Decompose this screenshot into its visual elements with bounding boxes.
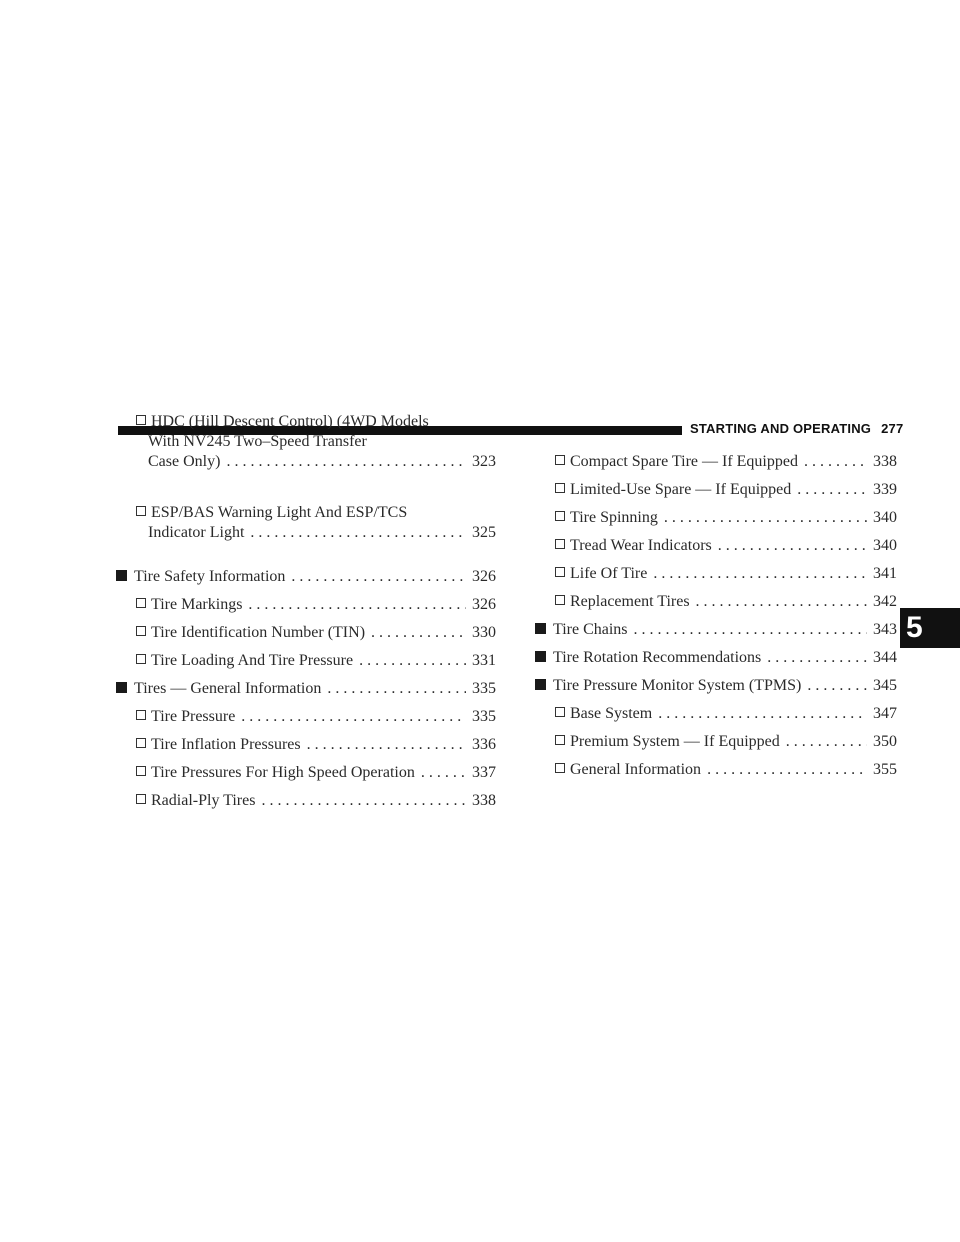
toc-page-number: 345 — [873, 677, 897, 694]
toc-page-number: 338 — [472, 792, 496, 809]
toc-page-number: 340 — [873, 537, 897, 554]
dot-leader — [786, 732, 867, 752]
open-square-bullet-icon — [136, 766, 146, 776]
toc-page-number: 323 — [472, 453, 496, 470]
dot-leader — [359, 651, 466, 671]
running-header — [690, 421, 903, 436]
dot-leader — [226, 452, 466, 472]
filled-square-bullet-icon — [535, 651, 546, 662]
toc-page-number: 326 — [472, 596, 496, 613]
toc-entry[interactable] — [116, 567, 496, 587]
dot-leader — [261, 791, 466, 811]
toc-entry[interactable] — [535, 760, 897, 780]
toc-title-text: HDC (Hill Descent Control) (4WD Models — [151, 413, 429, 430]
toc-title — [535, 620, 628, 640]
toc-entry-row — [535, 620, 897, 640]
toc-title — [555, 452, 798, 472]
dot-leader — [807, 676, 867, 696]
toc-entry-row — [136, 623, 496, 643]
dot-leader — [804, 452, 867, 472]
toc-page-number: 355 — [873, 761, 897, 778]
toc-title-text: Limited-Use Spare — If Equipped — [570, 481, 792, 498]
toc-title — [136, 623, 365, 643]
toc-page-number: 340 — [873, 509, 897, 526]
open-square-bullet-icon — [136, 654, 146, 664]
toc-title-text: Radial-Ply Tires — [151, 792, 256, 809]
open-square-bullet-icon — [555, 455, 565, 465]
toc-entry-title-line — [136, 412, 496, 432]
toc-entry[interactable] — [116, 763, 496, 783]
toc-title — [136, 595, 242, 615]
dot-leader — [307, 735, 466, 755]
toc-entry[interactable] — [535, 732, 897, 752]
toc-title — [535, 648, 761, 668]
toc-entry-row — [136, 651, 496, 671]
toc-entry-row — [555, 536, 897, 556]
toc-page-number: 335 — [472, 680, 496, 697]
open-square-bullet-icon — [555, 511, 565, 521]
toc-title-text: Base System — [570, 705, 653, 722]
page-number: 277 — [881, 421, 904, 436]
chapter-tab: 5 — [900, 608, 960, 648]
dot-leader — [767, 648, 867, 668]
open-square-bullet-icon — [555, 567, 565, 577]
toc-entry-row — [136, 791, 496, 811]
toc-entry[interactable] — [535, 704, 897, 724]
dot-leader — [327, 679, 466, 699]
toc-entry-title-line — [136, 432, 496, 452]
toc-title — [555, 732, 780, 752]
dot-leader — [248, 595, 466, 615]
toc-title — [555, 564, 647, 584]
toc-title-text: Life Of Tire — [570, 565, 648, 582]
toc-title — [555, 536, 712, 556]
toc-entry-row — [555, 732, 897, 752]
toc-title-text: Tire Pressure Monitor System (TPMS) — [553, 677, 802, 694]
toc-entry-row — [136, 452, 496, 472]
toc-page-number: 337 — [472, 764, 496, 781]
toc-title-text: Tire Pressures For High Speed Operation — [151, 764, 415, 781]
filled-square-bullet-icon — [535, 679, 546, 690]
toc-page-number: 330 — [472, 624, 496, 641]
toc-entry-title-line — [136, 503, 496, 523]
toc-entry-row — [535, 648, 897, 668]
toc-entry-row — [555, 564, 897, 584]
toc-page-number: 347 — [873, 705, 897, 722]
toc-title-text: General Information — [570, 761, 702, 778]
toc-title-text: Tire Chains — [553, 621, 628, 638]
toc-entry[interactable] — [116, 623, 496, 643]
toc-title-text: Tread Wear Indicators — [570, 537, 712, 554]
toc-entry[interactable] — [535, 480, 897, 500]
toc-title — [136, 791, 255, 811]
toc-entry[interactable] — [535, 676, 897, 696]
toc-entry[interactable] — [535, 536, 897, 556]
open-square-bullet-icon — [136, 738, 146, 748]
toc-page-number: 341 — [873, 565, 897, 582]
toc-title-text: Tire Pressure — [151, 708, 236, 725]
toc-title — [555, 508, 658, 528]
open-square-bullet-icon — [136, 626, 146, 636]
toc-entry[interactable] — [535, 564, 897, 584]
open-square-bullet-icon — [555, 595, 565, 605]
toc-title-text: Tires — General Information — [134, 680, 322, 697]
toc-title-text: Tire Identification Number (TIN) — [151, 624, 366, 641]
toc-title — [555, 760, 701, 780]
open-square-bullet-icon — [136, 794, 146, 804]
dot-leader — [696, 592, 867, 612]
toc-entry-row — [555, 704, 897, 724]
toc-title-text: With NV245 Two–Speed Transfer — [148, 433, 367, 450]
section-title: STARTING AND OPERATING — [690, 421, 872, 436]
open-square-bullet-icon — [555, 539, 565, 549]
toc-entry[interactable] — [116, 735, 496, 755]
toc-title — [136, 707, 235, 727]
toc-page-number: 342 — [873, 593, 897, 610]
dot-leader — [291, 567, 466, 587]
toc-title-text: Tire Spinning — [570, 509, 658, 526]
toc-page-number: 350 — [873, 733, 897, 750]
toc-entry-row — [555, 592, 897, 612]
toc-title — [136, 651, 353, 671]
dot-leader — [421, 763, 466, 783]
dot-leader — [371, 623, 466, 643]
toc-entry-row — [136, 523, 496, 543]
open-square-bullet-icon — [555, 735, 565, 745]
toc-title — [136, 763, 415, 783]
toc-title-text: Indicator Light — [148, 524, 245, 541]
toc-title — [148, 523, 244, 543]
toc-entry-row — [136, 595, 496, 615]
toc-entry-row — [555, 452, 897, 472]
toc-page-number: 343 — [873, 621, 897, 638]
toc-title-text: ESP/BAS Warning Light And ESP/TCS — [151, 504, 408, 521]
open-square-bullet-icon — [136, 598, 146, 608]
dot-leader — [664, 508, 867, 528]
toc-title-text: Tire Markings — [151, 596, 243, 613]
toc-page-number: 331 — [472, 652, 496, 669]
toc-title — [555, 592, 690, 612]
toc-title — [116, 567, 285, 587]
toc-page-number: 336 — [472, 736, 496, 753]
toc-title-text: Tire Loading And Tire Pressure — [151, 652, 354, 669]
toc-title-text: Replacement Tires — [570, 593, 690, 610]
toc-title — [555, 480, 791, 500]
toc-entry-row — [555, 760, 897, 780]
open-square-bullet-icon — [136, 506, 146, 516]
toc-page-number: 326 — [472, 568, 496, 585]
toc-entry-row — [555, 508, 897, 528]
toc-entry[interactable] — [116, 651, 496, 671]
dot-leader — [707, 760, 867, 780]
toc-title — [535, 676, 801, 696]
toc-entry[interactable] — [116, 791, 496, 811]
toc-entry[interactable] — [535, 508, 897, 528]
dot-leader — [718, 536, 867, 556]
toc-entry-row — [136, 707, 496, 727]
filled-square-bullet-icon — [535, 623, 546, 634]
toc-entry-row — [136, 763, 496, 783]
toc-title-text: Case Only) — [148, 453, 221, 470]
dot-leader — [250, 523, 466, 543]
dot-leader — [241, 707, 466, 727]
toc-entry[interactable] — [116, 595, 496, 615]
toc-entry[interactable] — [116, 412, 496, 472]
toc-title-text: Compact Spare Tire — If Equipped — [570, 453, 798, 470]
filled-square-bullet-icon — [116, 570, 127, 581]
filled-square-bullet-icon — [116, 682, 127, 693]
dot-leader — [797, 480, 867, 500]
toc-entry-row — [555, 480, 897, 500]
toc-entry-row — [116, 567, 496, 587]
toc-entry[interactable] — [535, 592, 897, 612]
toc-entry[interactable] — [116, 679, 496, 699]
toc-page-number: 338 — [873, 453, 897, 470]
toc-entry[interactable] — [535, 620, 897, 640]
toc-entry-row — [535, 676, 897, 696]
open-square-bullet-icon — [555, 707, 565, 717]
toc-title — [555, 704, 652, 724]
dot-leader — [658, 704, 867, 724]
toc-title — [136, 735, 301, 755]
open-square-bullet-icon — [555, 763, 565, 773]
toc-entry[interactable] — [116, 707, 496, 727]
toc-entry[interactable] — [535, 452, 897, 472]
open-square-bullet-icon — [136, 710, 146, 720]
toc-title — [148, 452, 220, 472]
open-square-bullet-icon — [555, 483, 565, 493]
toc-entry-row — [116, 679, 496, 699]
toc-title — [116, 679, 321, 699]
toc-title-text: Premium System — If Equipped — [570, 733, 780, 750]
dot-leader — [634, 620, 867, 640]
toc-page-number: 325 — [472, 524, 496, 541]
open-square-bullet-icon — [136, 415, 146, 425]
toc-entry[interactable] — [535, 648, 897, 668]
toc-title-text: Tire Inflation Pressures — [151, 736, 301, 753]
dot-leader — [653, 564, 867, 584]
toc-page-number: 344 — [873, 649, 897, 666]
toc-title-text: Tire Rotation Recommendations — [553, 649, 762, 666]
toc-page-number: 335 — [472, 708, 496, 725]
toc-entry[interactable] — [116, 503, 496, 543]
toc-title-text: Tire Safety Information — [134, 568, 286, 585]
toc-page-number: 339 — [873, 481, 897, 498]
toc-entry-row — [136, 735, 496, 755]
